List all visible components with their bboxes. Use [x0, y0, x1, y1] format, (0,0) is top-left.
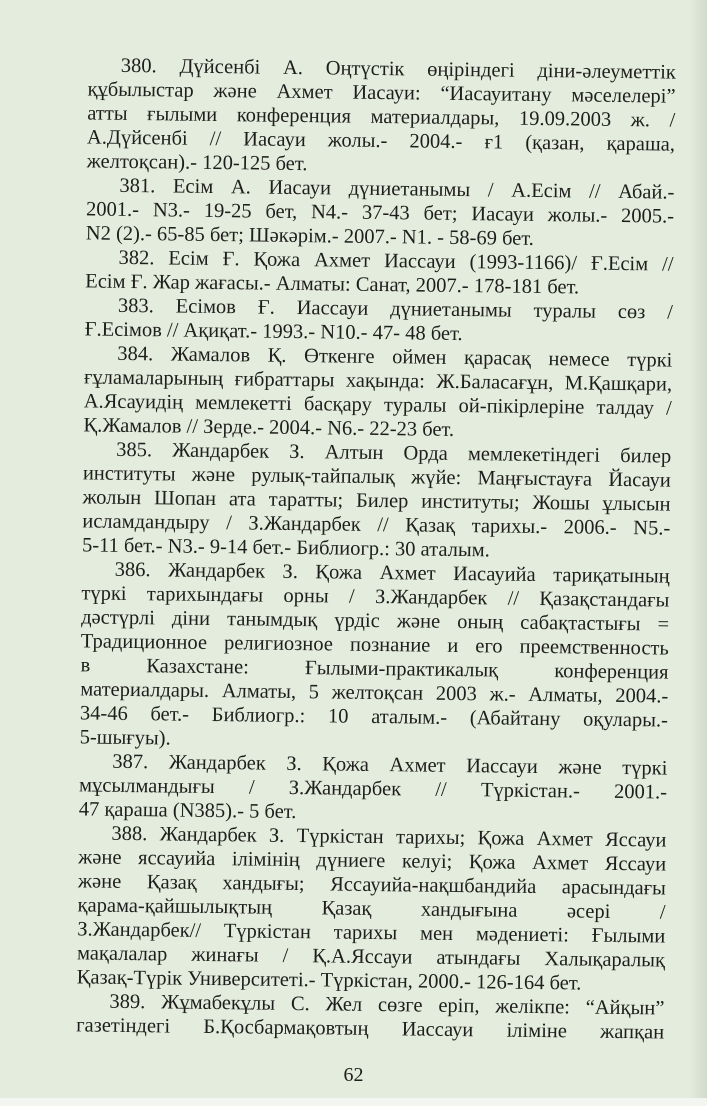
entry-line: 385. Жандарбек З. Алтын Орда мемлекетіндегі билер [116, 438, 672, 468]
entry-line: исламдандыру / З.Жандарбек // Қазақ тарихы.- 2006.- N5.- [82, 510, 671, 540]
entry-line: 389. Жұмабекұлы С. Жел сөзге еріп, желікпе: “Айқын” [109, 990, 665, 1020]
entry-line: N2 (2).- 65-85 бет; Шәкәрім.- 2007.- N1. - 58-69 бет. [85, 222, 535, 250]
entry-line: түркі тарихындағы орны / З.Жандарбек // Қазақстандағы [81, 582, 670, 612]
entry-line: 380. Дүйсенбі А. Оңтүстік өңіріндегі діни-әлеуметтік [120, 54, 676, 84]
entry-line: Традиционное религиозное познание и его преемственность [80, 630, 669, 660]
entry-line: газетіндегі Б.Қосбармақовтың Иассауи іліміне жапқан [76, 1014, 665, 1044]
entry-line: Ғ.Есімов // Ақиқат.- 1993.- N10.- 47- 48 бет. [84, 318, 463, 346]
entry-line: 381. Есім А. Иасауи дүниетанымы / А.Есім // Абай.- [119, 174, 675, 204]
bibliography-entry-386 [80, 557, 670, 756]
entry-line: 386. Жандарбек З. Қожа Ахмет Иасауийа тариқатының [114, 558, 670, 588]
bibliography-entry-384 [83, 341, 672, 444]
bibliography-entry-388 [77, 821, 667, 996]
bibliography-list [76, 53, 676, 1044]
entry-line: желтоқсан).- 120-125 бет. [86, 150, 308, 176]
entry-line: ғұламаларының ғибраттары хақында: Ж.Баласағұн, М.Қашқари, [83, 366, 673, 396]
bibliography-entry-387 [79, 749, 668, 828]
bibliography-entry-389 [76, 989, 665, 1044]
page-number: 62 [343, 1064, 364, 1086]
entry-line: 5-11 бет.- N3.- 9-14 бет.- Библиогр.: 30 аталым. [81, 534, 490, 562]
entry-line: 382. Есім Ғ. Қожа Ахмет Иассауи (1993-1166)/ Ғ.Есім // [118, 246, 674, 276]
bibliography-entry-385 [82, 437, 671, 564]
entry-line: 5-шығуы). [79, 726, 171, 750]
entry-line: 2001.- N3.- 19-25 бет, N4.- 37-43 бет; Иасауи жолы.- 2005.- [85, 198, 675, 228]
entry-line: мақалалар жинағы / Қ.А.Яссауи атындағы Халықаралық [76, 942, 666, 972]
entry-line: материалдары. Алматы, 5 желтоқсан 2003 ж.- Алматы, 2004.- [80, 678, 669, 708]
entry-line: мұсылмандығы / З.Жандарбек // Түркістан.- 2001.- [78, 774, 668, 804]
entry-line: 47 қараша (N385).- 5 бет. [78, 798, 297, 824]
entry-line: және яссауийа ілімінің дүниеге келуі; Қожа Ахмет Яссауи [78, 846, 667, 876]
entry-line: институты және рулық-тайпалық жүйе: Маңғыстауға Йасауи [82, 462, 671, 492]
entry-line: жолын Шопан ата таратты; Билер институты; Жошы ұлысын [82, 486, 671, 516]
entry-line: в Казахстане: Ғылыми-практикалық конференция [80, 654, 669, 684]
bibliography-entry-383 [85, 293, 674, 348]
page-bottom-margin [0, 1098, 707, 1106]
entry-line: Қ.Жамалов // Зерде.- 2004.- N6.- 22-23 бет. [83, 414, 455, 441]
entry-line: құбылыстар және Ахмет Иасауи: “Иасауитану мәселелері” [87, 78, 676, 108]
entry-line: З.Жандарбек// Түркістан тарихы мен мәдениеті: Ғылыми [77, 918, 666, 948]
bibliography-entry-381 [86, 173, 675, 252]
entry-line: дәстүрлі діни танымдық үрдіс және оның сабақтастығы = [81, 606, 670, 636]
entry-line: 383. Есімов Ғ. Иассауи дүниетанымы туралы сөз / [117, 294, 674, 324]
entry-line: 388. Жандарбек З. Түркістан тарихы; Қожа Ахмет Яссауи [111, 822, 667, 852]
entry-line: атты ғылыми конференция материалдары, 19.09.2003 ж. / [87, 102, 676, 132]
entry-line: қарама-қайшылықтың Қазақ хандығына әсері / [77, 894, 666, 924]
entry-line: А.Дүйсенбі // Иасауи жолы.- 2004.- ғ1 (қазан, қараша, [86, 126, 676, 156]
entry-line: 384. Жамалов Қ. Өткенге оймен қарасақ немесе түркі [117, 342, 673, 372]
entry-line: А.Ясауидің мемлекетті басқару туралы ой-пікірлеріне талдау / [83, 390, 672, 420]
bibliography-entry-380 [87, 53, 676, 180]
page-edge-shadow [689, 0, 707, 1106]
bibliography-entry-382 [85, 245, 674, 300]
entry-line: Қазақ-Түрік Университеті.- Түркістан, 2000.- 126-164 бет. [76, 966, 582, 995]
entry-line: 34-46 бет.- Библиогр.: 10 аталым.- (Абайтану оқулары.- [79, 702, 669, 732]
entry-line: және Қазақ хандығы; Яссауийа-нақшбандийа арасындағы [77, 870, 667, 900]
entry-line: 387. Жандарбек З. Қожа Ахмет Иассауи және түркі [112, 750, 668, 780]
entry-line: Есім Ғ. Жар жағасы.- Алматы: Санат, 2007.- 178-181 бет. [85, 270, 580, 299]
